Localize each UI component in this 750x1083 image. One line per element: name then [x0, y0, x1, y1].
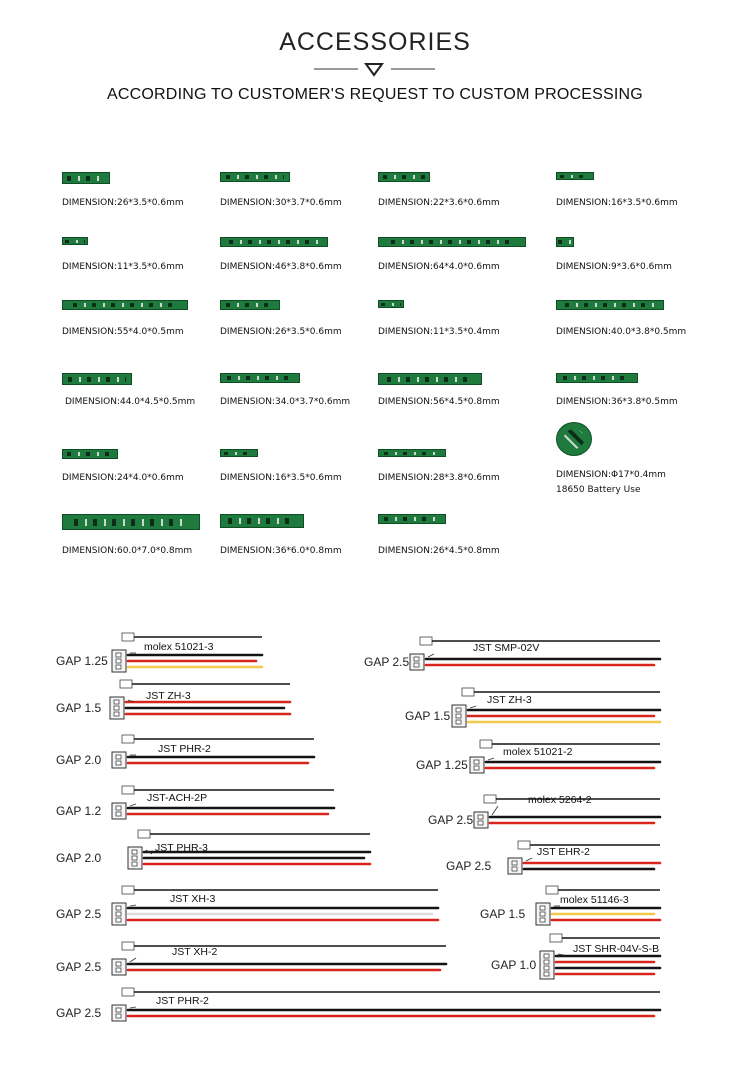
label-leader [130, 958, 136, 962]
connector-label: JST XH-3 [170, 893, 216, 905]
end-connector [122, 942, 134, 950]
pcb-dimension-label: DIMENSION:Φ17*0.4mm [556, 470, 666, 480]
connector-housing [410, 654, 424, 670]
pcb-dimension-label: DIMENSION:9*3.6*0.6mm [556, 262, 672, 272]
connector-pin [116, 968, 121, 972]
connector-pin [116, 761, 121, 765]
connector-housing [508, 858, 522, 874]
connector-label: JST SMP-02V [473, 642, 540, 654]
pcb-dimension-label: DIMENSION:22*3.6*0.6mm [378, 198, 500, 208]
connector-pin [116, 812, 121, 816]
gap-label: GAP 2.5 [56, 960, 102, 974]
pcb-dimension-label: DIMENSION:26*4.5*0.8mm [378, 546, 500, 556]
pcb-dimension-label: DIMENSION:11*3.5*0.4mm [378, 327, 500, 337]
connector-housing [474, 812, 488, 828]
connector-pin [116, 1008, 121, 1012]
connector-pin [512, 861, 517, 865]
connector-pin [116, 912, 121, 916]
connector-pin [132, 856, 137, 860]
label-leader [470, 706, 476, 708]
gap-label: GAP 1.5 [56, 701, 102, 715]
connector-pin [132, 862, 137, 866]
connector-pin [114, 712, 119, 716]
connector-pin [456, 720, 461, 724]
end-connector [138, 830, 150, 838]
end-connector [546, 886, 558, 894]
pcb-dimension-label: DIMENSION:24*4.0*0.6mm [62, 473, 184, 483]
connector-pin [474, 760, 479, 764]
end-connector [480, 740, 492, 748]
pcb-dimension-label: DIMENSION:46*3.8*0.6mm [220, 262, 342, 272]
connector-label: molex 51021-2 [503, 746, 573, 758]
connector-pin [478, 815, 483, 819]
gap-label: GAP 1.5 [480, 907, 526, 921]
pcb-dimension-label: DIMENSION:16*3.5*0.6mm [220, 473, 342, 483]
page-subtitle: ACCORDING TO CUSTOMER'S REQUEST TO CUSTOM PROCESSING [107, 86, 643, 103]
gap-label: GAP 2.5 [364, 655, 410, 669]
pcb-note: 18650 Battery Use [556, 485, 641, 495]
pcb-dimension-label: DIMENSION:36*3.8*0.5mm [556, 397, 678, 407]
connector-pin [116, 918, 121, 922]
label-leader [488, 758, 494, 760]
connector-label: JST PHR-2 [156, 995, 209, 1007]
label-leader [492, 806, 498, 815]
connector-pin [116, 906, 121, 910]
gap-label: GAP 2.5 [446, 859, 492, 873]
end-connector [420, 637, 432, 645]
pcb-dimension-label: DIMENSION:44.0*4.5*0.5mm [65, 397, 196, 407]
pcb-dimension-label: DIMENSION:34.0*3.7*0.6mm [220, 397, 351, 407]
gap-label: GAP 2.5 [56, 907, 102, 921]
connector-pin [116, 806, 121, 810]
pcb-dimension-label: DIMENSION:40.0*3.8*0.5mm [556, 327, 687, 337]
connector-pin [116, 755, 121, 759]
gap-label: GAP 1.2 [56, 804, 102, 818]
connector-label: JST SHR-04V-S-B [573, 943, 660, 955]
connector-pin [116, 665, 121, 669]
gap-label: GAP 2.0 [56, 753, 102, 767]
pcb-dimension-label: DIMENSION:11*3.5*0.6mm [62, 262, 184, 272]
connector-pin [540, 906, 545, 910]
connector-label: JST EHR-2 [537, 846, 590, 858]
label-leader [130, 1007, 136, 1008]
end-connector [120, 680, 132, 688]
end-connector [122, 886, 134, 894]
pcb-dimension-label: DIMENSION:26*3.5*0.6mm [62, 198, 184, 208]
label-leader [428, 654, 434, 657]
gap-label: GAP 1.25 [416, 758, 468, 772]
gap-label: GAP 2.5 [56, 1006, 102, 1020]
connector-pin [544, 960, 549, 964]
connector-pin [474, 766, 479, 770]
end-connector [462, 688, 474, 696]
connector-label: molex 5264-2 [528, 794, 592, 806]
connector-pin [132, 850, 137, 854]
pcb-dimension-label: DIMENSION:64*4.0*0.6mm [378, 262, 500, 272]
gap-label: GAP 1.5 [405, 709, 451, 723]
connector-pin [540, 918, 545, 922]
connector-pin [456, 708, 461, 712]
gap-label: GAP 1.0 [491, 958, 537, 972]
pcb-dimension-label: DIMENSION:28*3.8*0.6mm [378, 473, 500, 483]
connector-pin [414, 657, 419, 661]
connector-label: JST-ACH-2P [147, 792, 208, 804]
pcb-dimension-label: DIMENSION:60.0*7.0*0.8mm [62, 546, 193, 556]
connector-housing [112, 959, 126, 975]
pcb-dimension-label: DIMENSION:36*6.0*0.8mm [220, 546, 342, 556]
connector-pin [414, 663, 419, 667]
gap-label: GAP 2.0 [56, 851, 102, 865]
pcb-dimension-label: DIMENSION:55*4.0*0.5mm [62, 327, 184, 337]
connector-label: molex 51021-3 [144, 641, 214, 653]
end-connector [122, 735, 134, 743]
connector-pin [512, 867, 517, 871]
connector-housing [470, 757, 484, 773]
end-connector [122, 786, 134, 794]
pcb-dimension-label: DIMENSION:26*3.5*0.6mm [220, 327, 342, 337]
connector-pin [116, 1014, 121, 1018]
connector-pin [544, 972, 549, 976]
end-connector [550, 934, 562, 942]
connector-label: JST PHR-2 [158, 743, 211, 755]
connector-label: JST XH-2 [172, 946, 218, 958]
connector-pin [544, 954, 549, 958]
gap-label: GAP 2.5 [428, 813, 474, 827]
connector-pin [544, 966, 549, 970]
label-leader [526, 858, 532, 861]
pcb-dimension-label: DIMENSION:30*3.7*0.6mm [220, 198, 342, 208]
connector-label: JST PHR-3 [155, 842, 208, 854]
connector-housing [112, 752, 126, 768]
end-connector [122, 633, 134, 641]
connector-pin [116, 653, 121, 657]
page-title: ACCESSORIES [279, 28, 471, 56]
connector-pin [540, 912, 545, 916]
end-connector [484, 795, 496, 803]
end-connector [518, 841, 530, 849]
connector-pin [114, 700, 119, 704]
connector-pin [116, 962, 121, 966]
connector-housing [112, 1005, 126, 1021]
connector-pin [116, 659, 121, 663]
connector-label: molex 51146-3 [560, 894, 629, 906]
label-leader [130, 905, 136, 906]
connector-pin [478, 821, 483, 825]
pcb-dimension-label: DIMENSION:56*4.5*0.8mm [378, 397, 500, 407]
connector-pin [456, 714, 461, 718]
connector-label: JST ZH-3 [146, 690, 191, 702]
label-leader [130, 804, 136, 806]
connector-label: JST ZH-3 [487, 694, 532, 706]
gap-label: GAP 1.25 [56, 654, 108, 668]
end-connector [122, 988, 134, 996]
pcb-dimension-label: DIMENSION:16*3.5*0.6mm [556, 198, 678, 208]
connector-pin [114, 706, 119, 710]
connector-housing [112, 803, 126, 819]
